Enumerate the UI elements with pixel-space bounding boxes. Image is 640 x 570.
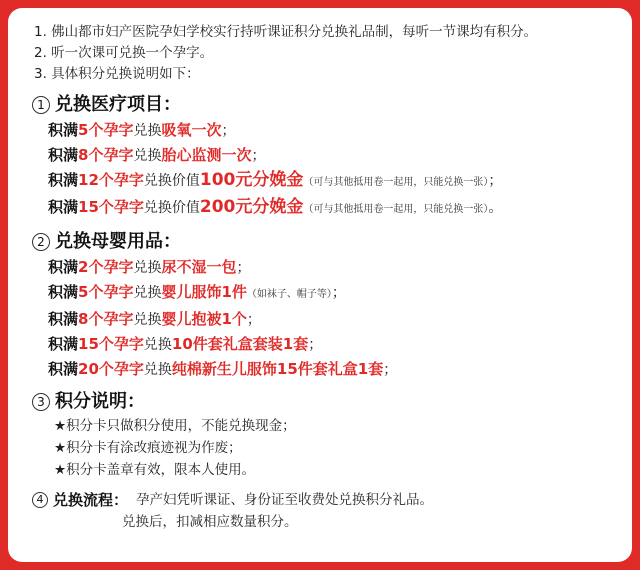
item-count: 5个孕字 [78, 283, 134, 301]
section-medical [32, 92, 614, 222]
item-reward: 吸氧一次 [161, 121, 222, 139]
flow-line-1: 孕产妇凭听课证、身份证至收费处兑换积分礼品。 [136, 492, 434, 508]
item-punct: 。 [488, 200, 503, 216]
item-reward: 200元分娩金 [199, 197, 304, 217]
section-baby-heading [32, 229, 614, 255]
item-prefix: 积满 [48, 146, 79, 164]
item-verb: 兑换 [143, 362, 172, 378]
item-reward: 纯棉新生儿服饰15件套礼盒1套 [171, 360, 384, 378]
item-verb: 兑换价值 [143, 173, 200, 189]
intro-line-3: 3. 具体积分兑换说明如下： [34, 66, 200, 82]
item-punct: ； [308, 337, 323, 353]
item-count: 8个孕字 [78, 310, 134, 328]
item-punct: ； [251, 148, 266, 164]
baby-item [48, 255, 614, 280]
item-note: （可与其他抵用卷一起用，只能兑换一张） [303, 177, 489, 188]
intro-line-1: 1. 佛山都市妇产医院孕妇学校实行持听课证积分兑换礼品制，每听一节课均有积分。 [34, 24, 538, 40]
baby-item [48, 332, 614, 357]
flow-line-2: 兑换后，扣减相应数量积分。 [122, 514, 298, 530]
item-count: 5个孕字 [78, 121, 134, 139]
circled-number-4: 4 [32, 492, 48, 508]
item-verb: 兑换 [143, 337, 172, 353]
baby-item [48, 280, 614, 307]
item-prefix: 积满 [48, 258, 79, 276]
intro-block [34, 22, 614, 85]
section-baby-title: 兑换母婴用品： [55, 231, 181, 252]
circled-number-2: 2 [32, 233, 50, 251]
item-verb: 兑换价值 [143, 200, 200, 216]
section-rules-heading [32, 389, 614, 415]
item-prefix: 积满 [48, 198, 79, 216]
medical-item [48, 168, 614, 195]
circled-number-3: 3 [32, 393, 50, 411]
section-flow [32, 489, 614, 533]
item-verb: 兑换 [133, 148, 162, 164]
section-medical-title: 兑换医疗项目： [55, 94, 181, 115]
section-flow-title: 兑换流程： [53, 491, 129, 509]
item-count: 8个孕字 [78, 146, 134, 164]
item-prefix: 积满 [48, 335, 79, 353]
baby-item [48, 357, 614, 382]
item-count: 12个孕字 [78, 171, 144, 189]
baby-item [48, 307, 614, 332]
item-count: 15个孕字 [78, 198, 144, 216]
info-card [8, 8, 632, 562]
item-count: 15个孕字 [78, 335, 144, 353]
item-note: （可与其他抵用卷一起用，只能兑换一张） [303, 204, 489, 215]
flow-text [122, 489, 434, 533]
section-baby-goods [32, 229, 614, 382]
item-prefix: 积满 [48, 283, 79, 301]
item-prefix: 积满 [48, 360, 79, 378]
medical-item [48, 118, 614, 143]
rule-item: ★积分卡有涂改痕迹视为作废； [54, 440, 242, 456]
rule-item: ★积分卡只做积分使用，不能兑换现金； [54, 418, 296, 434]
medical-item [48, 143, 614, 168]
item-punct: ； [236, 260, 251, 276]
item-prefix: 积满 [48, 310, 79, 328]
section-flow-heading [32, 489, 128, 511]
item-count: 2个孕字 [78, 258, 134, 276]
intro-line-2: 2. 听一次课可兑换一个孕字。 [34, 45, 214, 61]
section-medical-heading [32, 92, 614, 118]
circled-number-1: 1 [32, 96, 50, 114]
item-reward: 婴儿服饰1件 [161, 283, 247, 301]
item-punct: ； [246, 312, 261, 328]
item-punct: ； [331, 285, 346, 301]
item-reward: 尿不湿一包 [161, 258, 237, 276]
item-verb: 兑换 [133, 285, 162, 301]
item-reward: 婴儿抱被1个 [161, 310, 247, 328]
item-punct: ； [221, 123, 236, 139]
item-punct: ； [488, 173, 503, 189]
item-reward: 胎心监测一次 [161, 146, 252, 164]
section-rules [32, 389, 614, 481]
medical-item [48, 195, 614, 222]
item-prefix: 积满 [48, 121, 79, 139]
item-reward: 10件套礼盒套装1套 [171, 335, 309, 353]
rule-item: ★积分卡盖章有效，限本人使用。 [54, 462, 256, 478]
item-reward: 100元分娩金 [199, 170, 304, 190]
section-rules-title: 积分说明： [55, 391, 145, 412]
item-prefix: 积满 [48, 171, 79, 189]
item-verb: 兑换 [133, 123, 162, 139]
item-verb: 兑换 [133, 260, 162, 276]
item-punct: ； [383, 362, 398, 378]
item-note: （如袜子、帽子等） [246, 289, 332, 300]
item-verb: 兑换 [133, 312, 162, 328]
item-count: 20个孕字 [78, 360, 144, 378]
